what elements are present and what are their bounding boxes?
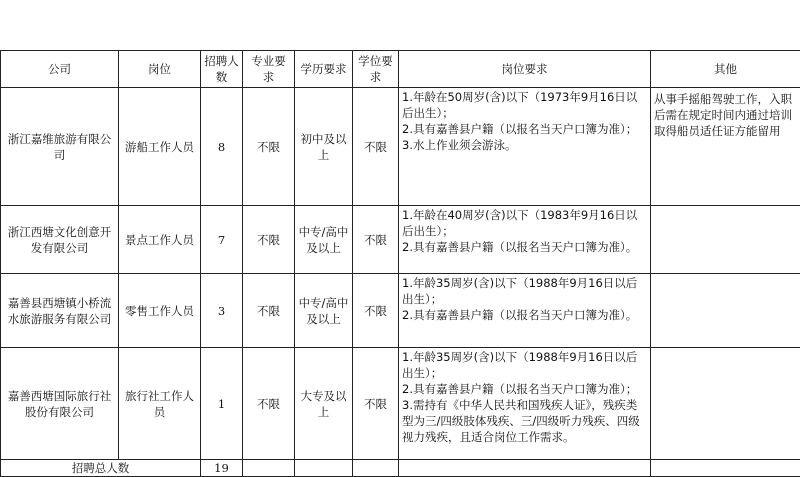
position-cell: 零售工作人员: [119, 274, 201, 348]
degree-cell: 不限: [353, 348, 399, 460]
header-other: 其他: [651, 51, 800, 88]
education-cell: 初中及以上: [295, 88, 353, 206]
total-row: [1, 460, 800, 477]
header-row: [1, 51, 800, 88]
requirement-line: 1.年龄35周岁(含)以下（1988年9月16日以后出生）；: [402, 275, 647, 307]
requirement-line: 1.年龄在50周岁(含)以下（1973年9月16日以后出生）；: [402, 89, 647, 121]
requirement-line: 2.具有嘉善县户籍（以报名当天户口簿为准）；: [402, 381, 647, 397]
other-cell: [651, 206, 800, 274]
other-cell: 从事手摇船驾驶工作，入职后需在规定时间内通过培训取得船员适任证方能留用: [651, 88, 800, 206]
requirement-line: 3.需持有《中华人民共和国残疾人证》，残疾类型为三/四级肢体残疾、三/四级听力残疾、四级视力残疾，且适合岗位工作需求。: [402, 397, 647, 445]
requirement-line: 1.年龄35周岁(含)以下（1988年9月16日以后出生）；: [402, 349, 647, 381]
count-cell: 8: [201, 88, 243, 206]
requirements-cell: [399, 88, 651, 206]
header-company: 公司: [1, 51, 119, 88]
company-cell: 嘉善县西塘镇小桥流水旅游服务有限公司: [1, 274, 119, 348]
requirement-line: 2.具有嘉善县户籍（以报名当天户口簿为准）。: [402, 307, 647, 323]
requirement-line: 2.具有嘉善县户籍（以报名当天户口簿为准）；: [402, 121, 647, 137]
count-cell: 3: [201, 274, 243, 348]
company-cell: 浙江西塘文化创意开发有限公司: [1, 206, 119, 274]
education-cell: 中专/高中及以上: [295, 274, 353, 348]
table-row: [1, 88, 800, 206]
position-cell: 景点工作人员: [119, 206, 201, 274]
empty-cell: [651, 460, 800, 477]
requirements-cell: [399, 274, 651, 348]
major-cell: 不限: [243, 88, 295, 206]
degree-cell: 不限: [353, 274, 399, 348]
education-cell: 中专/高中及以上: [295, 206, 353, 274]
education-cell: 大专及以上: [295, 348, 353, 460]
total-label: 招聘总人数: [1, 460, 201, 477]
position-cell: 旅行社工作人员: [119, 348, 201, 460]
requirement-line: 3.水上作业须会游泳。: [402, 137, 647, 153]
company-cell: 嘉善西塘国际旅行社股份有限公司: [1, 348, 119, 460]
table-row: [1, 206, 800, 274]
total-count: 19: [201, 460, 243, 477]
degree-cell: 不限: [353, 206, 399, 274]
empty-cell: [353, 460, 399, 477]
header-degree: 学位要求: [353, 51, 399, 88]
company-cell: 浙江嘉维旅游有限公司: [1, 88, 119, 206]
empty-cell: [399, 460, 651, 477]
header-education: 学历要求: [295, 51, 353, 88]
empty-cell: [243, 460, 295, 477]
recruitment-table: [0, 50, 800, 477]
degree-cell: 不限: [353, 88, 399, 206]
empty-cell: [295, 460, 353, 477]
position-cell: 游船工作人员: [119, 88, 201, 206]
requirement-line: 2.具有嘉善县户籍（以报名当天户口簿为准）。: [402, 239, 647, 255]
header-requirements: 岗位要求: [399, 51, 651, 88]
table-row: [1, 274, 800, 348]
recruitment-table-container: [0, 50, 800, 477]
header-major: 专业要求: [243, 51, 295, 88]
other-cell: [651, 274, 800, 348]
header-position: 岗位: [119, 51, 201, 88]
major-cell: 不限: [243, 206, 295, 274]
requirement-line: 1.年龄在40周岁(含)以下（1983年9月16日以后出生）；: [402, 207, 647, 239]
count-cell: 7: [201, 206, 243, 274]
major-cell: 不限: [243, 348, 295, 460]
requirements-cell: [399, 206, 651, 274]
header-count: 招聘人数: [201, 51, 243, 88]
count-cell: 1: [201, 348, 243, 460]
major-cell: 不限: [243, 274, 295, 348]
